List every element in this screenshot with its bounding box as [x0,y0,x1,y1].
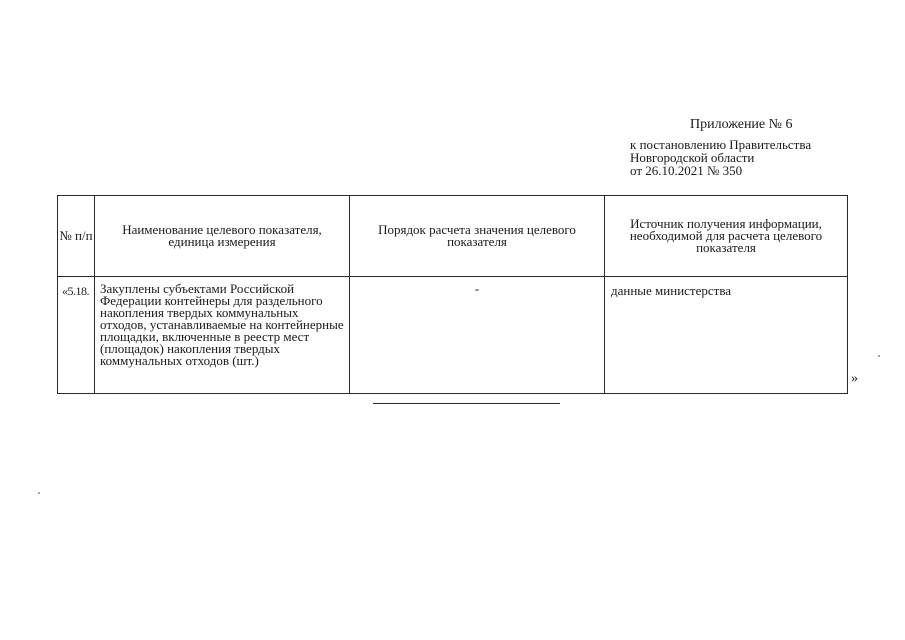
table-header-row [58,196,848,277]
appendix-reference [630,138,811,177]
cell-name: Закуплены субъектами Российской Федерации контейнеры для раздельного накопления твердых коммунальных отходов, устанавливаемые на контейнерные площадки, включенные в реестр мест (площадок) накопления твердых коммунальных отходов (шт.) [95,277,350,394]
scan-speck [878,355,880,357]
footnote-divider [373,403,560,404]
appendix-title: Приложение № 6 [690,117,793,132]
cell-method: - [350,277,605,394]
scan-speck [38,492,40,494]
col-header-source: Источник получения информации, необходимой для расчета целевого показателя [605,196,848,277]
cell-number: «5.18. [58,277,95,394]
indicators-table [57,195,848,394]
appendix-line-resolution: к постановлению Правительства [630,137,812,152]
appendix-line-region: Новгородской области [630,150,755,165]
table-row [58,277,848,394]
appendix-line-date: от 26.10.2021 № 350 [630,163,743,178]
col-header-method: Порядок расчета значения целевого показателя [350,196,605,277]
closing-quote: » [851,371,858,386]
col-header-number: № п/п [58,196,95,277]
col-header-name: Наименование целевого показателя, единица измерения [95,196,350,277]
cell-source: данные министерства [605,277,848,394]
